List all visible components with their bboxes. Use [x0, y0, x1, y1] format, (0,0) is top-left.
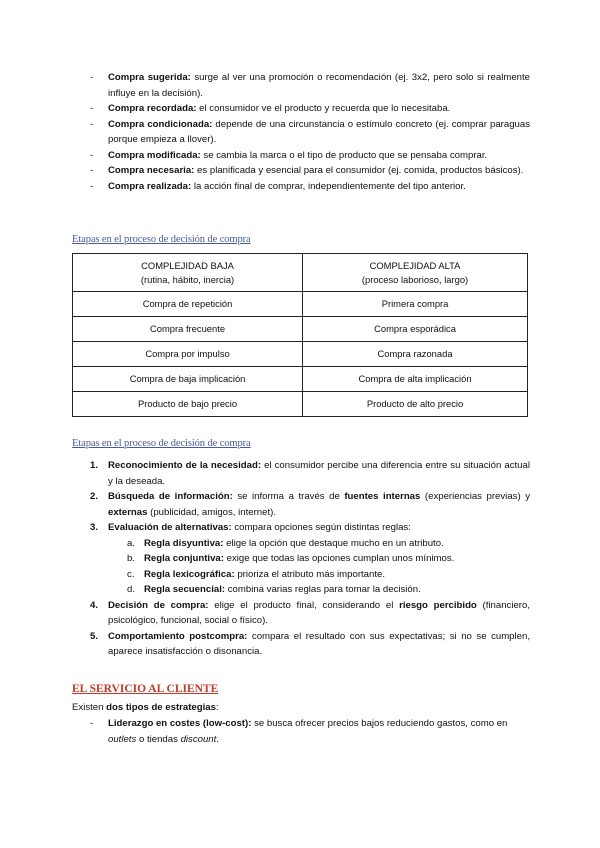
table-cell: Producto de bajo precio [73, 392, 303, 417]
strategies-list [72, 716, 530, 747]
list-item: 3. Evaluación de alternativas: compara opciones según distintas reglas: a. Regla disyuntiva: elige la opción que destaque mucho en un atributo. b. Regla conjuntiva: exige que todas las opciones cumplan unos mínimos. c. Regla lexicográfica: prioriza el atributo más importante. d. Regla secuencial: combina varias reglas para tomar la decisión. [72, 520, 530, 598]
sublist-item: c. Regla lexicográfica: prioriza el atributo más importante. [127, 568, 386, 580]
list-item: - Compra necesaria: es planificada y esencial para el consumidor (ej. comida, productos básicos). [90, 165, 524, 176]
table-cell: Compra de baja implicación [73, 367, 303, 392]
list-item: 2. Búsqueda de información: se informa a través de fuentes internas (experiencias previas) y externas (publicidad, amigos, internet). [90, 491, 530, 518]
sublist-item: d. Regla secuencial: combina varias reglas para tomar la decisión. [127, 584, 421, 595]
list-item: 4. Decisión de compra: elige el producto final, considerando el riesgo percibido (financiero, psicológico, funcional, social o físico). [90, 599, 531, 626]
purchase-types-list [72, 70, 530, 194]
table-row [73, 392, 528, 417]
table-cell: Producto de alto precio [303, 392, 528, 417]
list-item: - Compra recordada: el consumidor ve el producto y recuerda que lo necesitaba. [90, 103, 451, 114]
table-cell: Compra de repetición [73, 292, 303, 317]
sublist-item: a. Regla disyuntiva: elige la opción que destaque mucho en un atributo. [127, 537, 444, 549]
list-item: - Compra sugerida: surge al ver una promoción o recomendación (ej. 3x2, pero solo si realmente influye en la decisión). [90, 72, 530, 99]
section-heading-customer-service: EL SERVICIO AL CLIENTE [72, 683, 219, 695]
list-item: 5. Comportamiento postcompra: compara el resultado con sus expectativas; si no se cumplen, aparece insatisfacción o disonancia. [90, 630, 530, 657]
rules-sublist [108, 536, 530, 598]
table-cell: Compra esporádica [303, 317, 528, 342]
table-header-row [73, 254, 528, 292]
table-header-high: COMPLEJIDAD ALTA (proceso laborioso, largo) [303, 254, 528, 292]
table-cell: Compra por impulso [73, 342, 303, 367]
list-item: - Compra realizada: la acción final de comprar, independientemente del tipo anterior. [90, 180, 466, 192]
table-header-low: COMPLEJIDAD BAJA (rutina, hábito, inercia) [73, 254, 303, 292]
table-cell: Compra de alta implicación [303, 367, 528, 392]
table-cell: Compra frecuente [73, 317, 303, 342]
section-heading-stages: Etapas en el proceso de decisión de compra [72, 234, 251, 245]
complexity-table [72, 253, 528, 417]
table-row [73, 292, 528, 317]
table-row [73, 367, 528, 392]
strategies-intro: Existen dos tipos de estrategias: [72, 702, 219, 713]
table-row [73, 317, 528, 342]
table-cell: Primera compra [303, 292, 528, 317]
table-cell: Compra razonada [303, 342, 528, 367]
section-heading-stages-2: Etapas en el proceso de decisión de compra [72, 438, 251, 449]
stages-list [72, 458, 530, 660]
sublist-item: b. Regla conjuntiva: exige que todas las opciones cumplan unos mínimos. [127, 553, 455, 564]
list-item: - Liderazgo en costes (low-cost): se busca ofrecer precios bajos reduciendo gastos, como en outlets o tiendas discount. [90, 718, 508, 745]
list-item: - Compra condicionada: depende de una circunstancia o estímulo concreto (ej. comprar paraguas porque empieza a llover). [90, 118, 530, 145]
table-row [73, 342, 528, 367]
list-item: - Compra modificada: se cambia la marca o el tipo de producto que se pensaba comprar. [90, 149, 488, 161]
list-item: 1. Reconocimiento de la necesidad: el consumidor percibe una diferencia entre su situación actual y la deseada. [90, 460, 530, 487]
